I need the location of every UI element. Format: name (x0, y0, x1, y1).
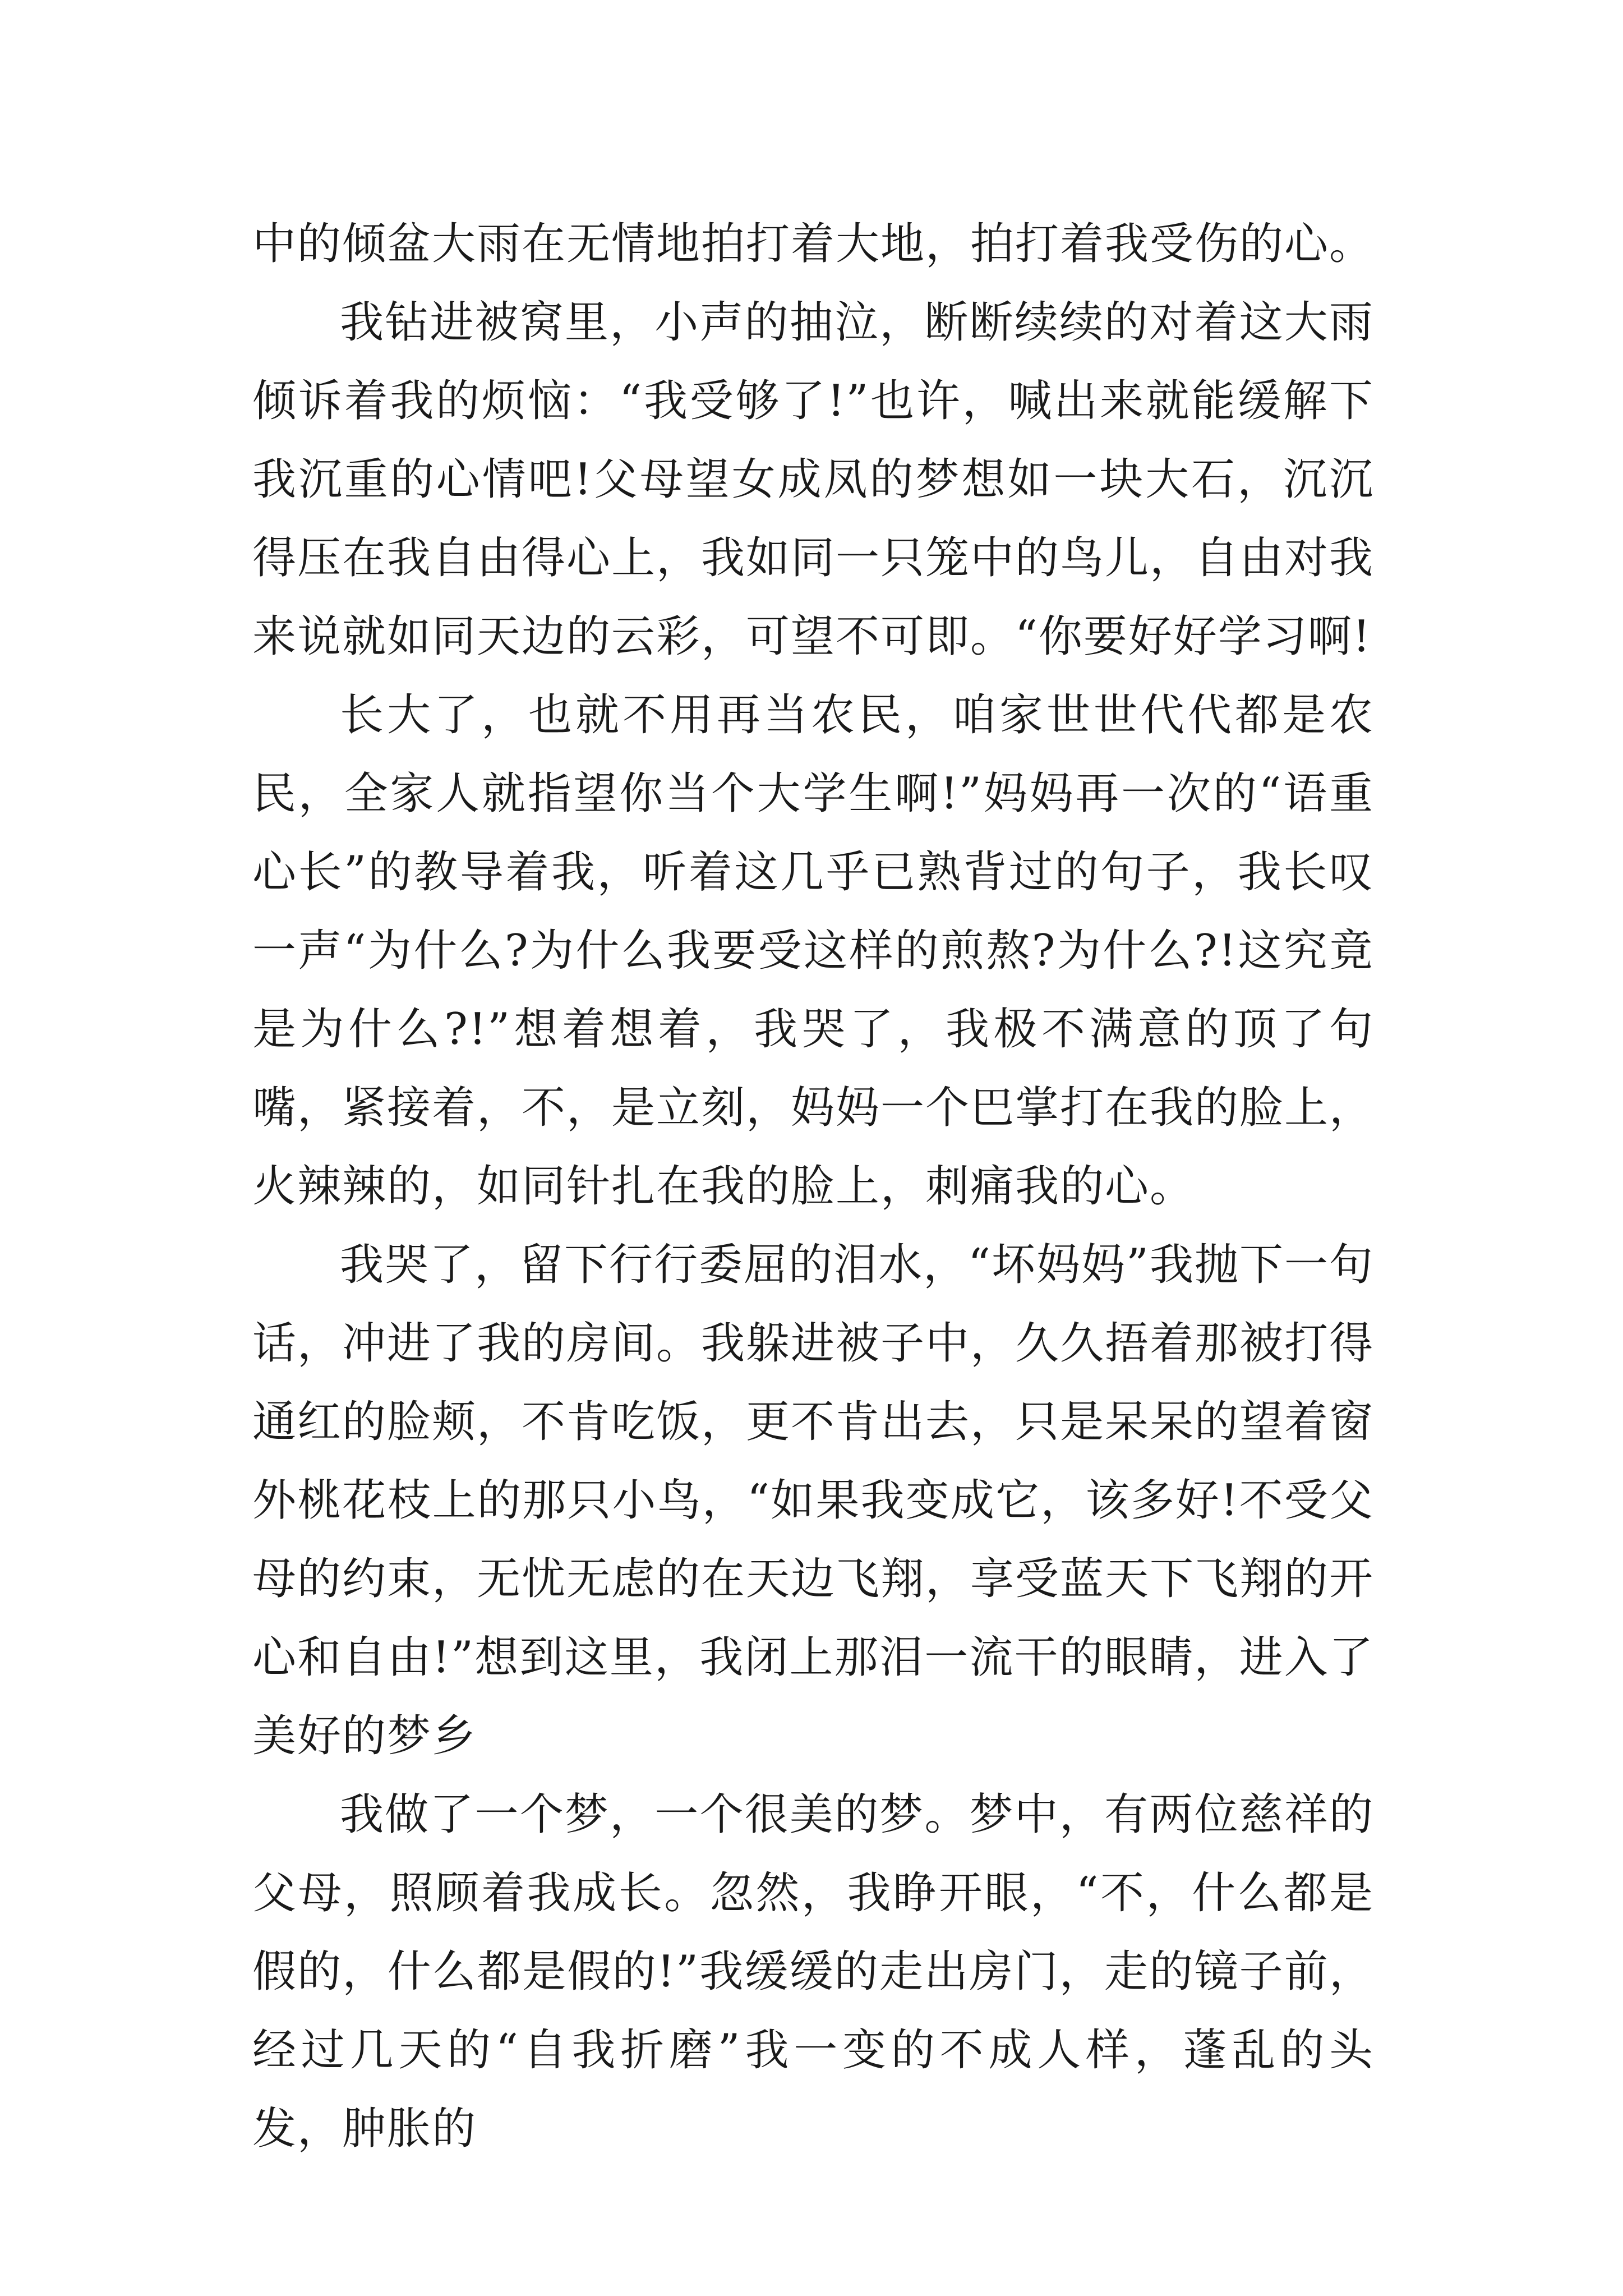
document-body (252, 205, 1374, 2168)
paragraph-2: 我钻进被窝里，小声的抽泣，断断续续的对着这大雨倾诉着我的烦恼：“我受够了!”也许，喊出来就能缓解下我沉重的心情吧!父母望女成凤的梦想如一块大石，沉沉得压在我自由得心上，我如同一只笼中的鸟儿，自由对我来说就如同天边的云彩，可望不可即。“你要好好学习啊! (252, 297, 1375, 662)
paragraph-3: 长大了，也就不用再当农民，咱家世世代代都是农民，全家人就指望你当个大学生啊!”妈妈再一次的“语重心长”的教导着我，听着这几乎已熟背过的句子，我长叹一声“为什么?为什么我要受这样的煎熬?为什么?!这究竟是为什么?!”想着想着，我哭了，我极不满意的顶了句嘴，紧接着，不，是立刻，妈妈一个巴掌打在我的脸上，火辣辣的，如同针扎在我的脸上，刺痛我的心。 (252, 690, 1375, 1212)
paragraph-4: 我哭了，留下行行委屈的泪水，“坏妈妈”我抛下一句话，冲进了我的房间。我躲进被子中，久久捂着那被打得通红的脸颊，不肯吃饭，更不肯出去，只是呆呆的望着窗外桃花枝上的那只小鸟，“如果我变成它，该多好!不受父母的约束，无忧无虑的在天边飞翔，享受蓝天下飞翔的开心和自由!”想到这里，我闭上那泪一流干的眼睛，进入了美好的梦乡 (252, 1240, 1375, 1761)
paragraph-5: 我做了一个梦，一个很美的梦。梦中，有两位慈祥的父母，照顾着我成长。忽然，我睁开眼，“不，什么都是假的，什么都是假的!”我缓缓的走出房门，走的镜子前，经过几天的“自我折磨”我一变的不成人样，蓬乱的头发，肿胀的 (252, 1789, 1374, 2154)
paragraph-1: 中的倾盆大雨在无情地拍打着大地，拍打着我受伤的心。 (252, 219, 1375, 269)
